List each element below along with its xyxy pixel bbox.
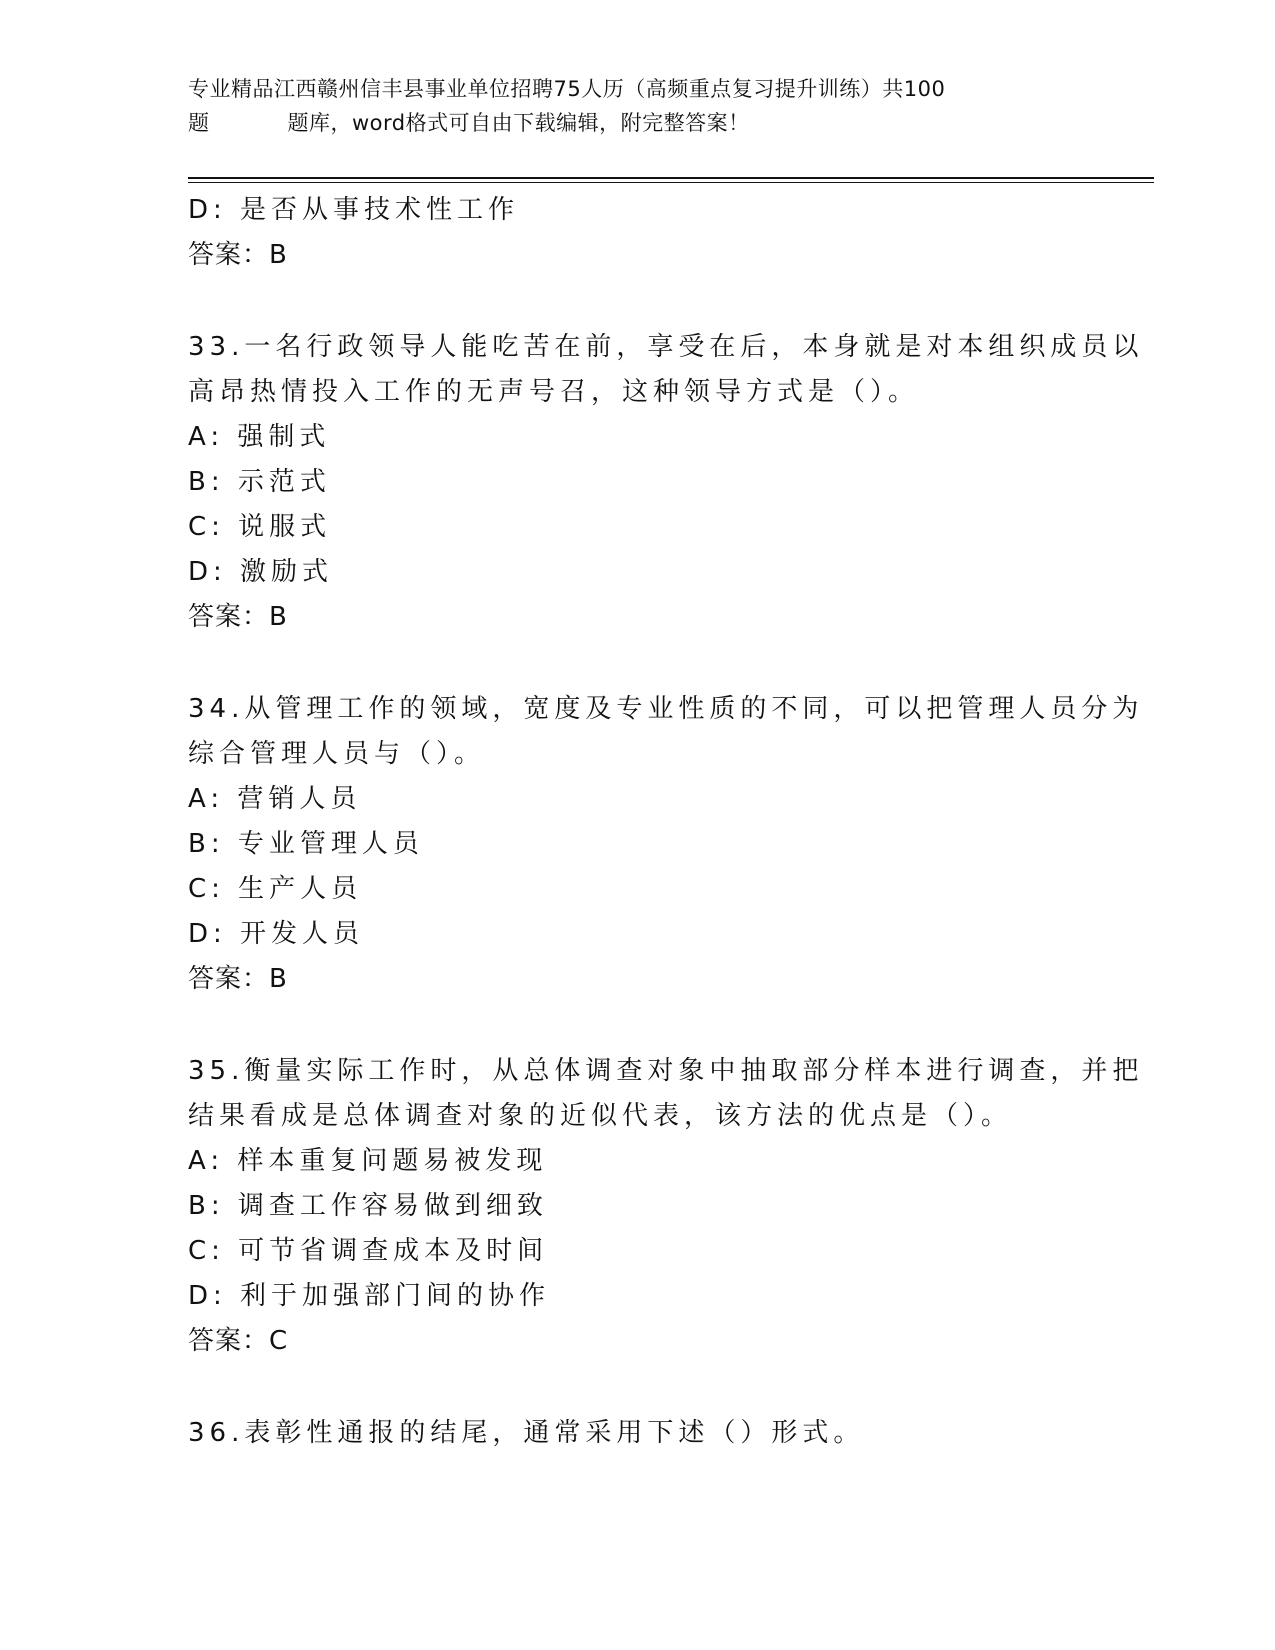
option-b: B: 示范式 xyxy=(188,467,331,497)
header-title-line2 xyxy=(188,106,1068,140)
option-b: B: 专业管理人员 xyxy=(188,829,424,859)
question-34 xyxy=(188,687,1144,1002)
option-c: C: 可节省调查成本及时间 xyxy=(188,1236,549,1266)
question-36 xyxy=(188,1411,1088,1456)
option-c: C: 生产人员 xyxy=(188,874,363,904)
question-text-continued: 结果看成是总体调查对象的近似代表，该方法的优点是（）。 xyxy=(188,1101,1013,1131)
document-header xyxy=(188,72,1068,140)
question-33 xyxy=(188,325,1144,640)
answer: 答案：B xyxy=(188,602,288,632)
question-32-tail xyxy=(188,188,1088,278)
option-b: B: 调查工作容易做到细致 xyxy=(188,1191,548,1221)
option-c: C: 说服式 xyxy=(188,512,332,542)
option-a: A: 强制式 xyxy=(188,422,331,452)
option-d: D: 是否从事技术性工作 xyxy=(188,195,520,225)
answer: 答案：B xyxy=(188,240,288,270)
question-text-continued: 高昂热情投入工作的无声号召，这种领导方式是（）。 xyxy=(188,377,920,407)
header-title-line2-end: 题库，word格式可自由下载编辑，附完整答案！ xyxy=(287,111,750,135)
question-35 xyxy=(188,1049,1144,1364)
header-divider-thin xyxy=(188,182,1154,183)
answer: 答案：B xyxy=(188,964,288,994)
question-list xyxy=(188,188,1144,1456)
option-d: D: 利于加强部门间的协作 xyxy=(188,1281,551,1311)
question-text-continued: 综合管理人员与（）。 xyxy=(188,739,486,769)
option-a: A: 营销人员 xyxy=(188,784,362,814)
question-text: 34.从管理工作的领域，宽度及专业性质的不同，可以把管理人员分为 xyxy=(188,694,1144,724)
answer: 答案：C xyxy=(188,1326,289,1356)
option-a: A: 样本重复问题易被发现 xyxy=(188,1146,548,1176)
question-text: 33.一名行政领导人能吃苦在前，享受在后，本身就是对本组织成员以 xyxy=(188,332,1144,362)
option-d: D: 开发人员 xyxy=(188,919,365,949)
option-d: D: 激励式 xyxy=(188,557,334,587)
header-title-line2-start: 题 xyxy=(188,111,210,135)
header-title-line1: 专业精品江西赣州信丰县事业单位招聘75人历（高频重点复习提升训练）共100 xyxy=(188,77,946,101)
question-text: 36.表彰性通报的结尾，通常采用下述（）形式。 xyxy=(188,1418,865,1448)
header-divider-thick xyxy=(188,177,1154,179)
question-text: 35.衡量实际工作时，从总体调查对象中抽取部分样本进行调查，并把 xyxy=(188,1056,1144,1086)
